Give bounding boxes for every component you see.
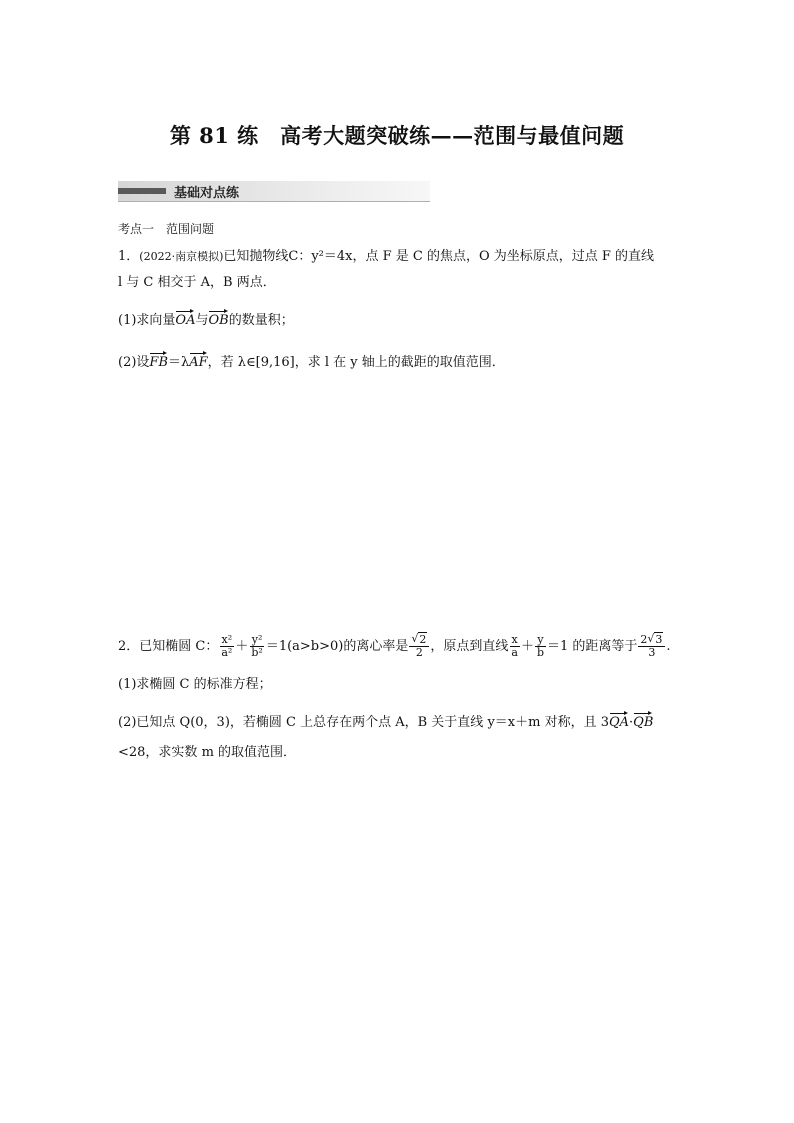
q2-stem-c: ，原点到直线 — [430, 639, 509, 654]
fraction-y2-b2: $\frac{\text{y²}}{\text{b²}}$ — [251, 633, 263, 659]
q2-part2-line1: (2)已知点 Q(0，3)，若椭圆 C 上总存在两个点 A，B 关于直线 y＝x＋m 对称，且 3QA·QB — [118, 710, 653, 732]
fraction-y-b: $\frac{y}{b}$ — [536, 633, 544, 659]
section-label: 基础对点练 — [174, 186, 240, 201]
q1-stem-line1 — [118, 248, 654, 266]
q2-stem-a: 已知椭圆 C： — [139, 639, 219, 654]
q1-part1-a: (1)求向量 — [118, 313, 176, 328]
fraction-x-a: $\frac{x}{a}$ — [511, 633, 518, 659]
q2-stem: 2．已知椭圆 C： $\frac{\text{x²}}{\text{a²}}$ ＋ $\frac{\text{y²}}{\text{b²}}$ ＝1(a>b>0)的离心率是 √ 2 2 ，原点到直线 $\frac{x}{a}$ ＋ $\frac{y}{b}$ ＝1 的距离等于 2 √ 3 3 . — [118, 632, 671, 659]
q1-part1 — [118, 308, 294, 330]
q2-number: 2． — [118, 639, 140, 654]
q2-stem-d: ＝1 的距离等于 — [547, 639, 638, 654]
q1-part1-b: 与 — [195, 313, 209, 328]
fraction-2sqrt3-over-3: 2 √ 3 3 — [638, 634, 665, 659]
q1-source: (2022·南京模拟) — [139, 250, 224, 263]
vector-af: AF — [189, 350, 207, 372]
vector-qa: QA — [609, 710, 629, 732]
q1-part2-b: ＝λ — [168, 355, 190, 370]
fraction-x2-a2: $\frac{\text{x²}}{\text{a²}}$ — [221, 633, 233, 659]
q2-part1: (1)求椭圆 C 的标准方程； — [118, 677, 272, 692]
subsection-title: 考点一 范围问题 — [118, 222, 215, 236]
q2-part2-a: (2)已知点 Q(0，3)，若椭圆 C 上总存在两个点 A，B 关于直线 y＝x＋m 对称，且 3 — [118, 715, 609, 730]
q2-part2-line2: <28，求实数 m 的取值范围． — [118, 745, 297, 760]
q2-stem-b: ＝1(a>b>0)的离心率是 — [265, 639, 409, 654]
q1-part2-a: (2)设 — [118, 355, 150, 370]
q1-stem-line2: l 与 C 相交于 A，B 两点． — [118, 275, 276, 290]
q1-number: 1． — [118, 249, 140, 264]
section-marker — [118, 188, 166, 194]
section-header — [118, 181, 430, 202]
vector-oa: OA — [175, 308, 195, 330]
q1-part1-c: 的数量积； — [228, 313, 294, 328]
q1-stem-a: 已知抛物线 — [223, 249, 289, 264]
q1-part2-c: ，若 λ∈[9,16]，求 l 在 y 轴上的截距的取值范围． — [207, 355, 505, 370]
fraction-sqrt2-over-2: √ 2 2 — [409, 634, 429, 659]
q1-stem-b: C：y²＝4x，点 F 是 C 的焦点，O 为坐标原点，过点 F 的直线 — [288, 249, 655, 264]
vector-fb: FB — [149, 350, 168, 372]
page-title: 第 81 练 高考大题突破练——范围与最值问题 — [169, 123, 625, 148]
q1-part2 — [118, 350, 505, 372]
vector-qb: QB — [633, 710, 653, 732]
vector-ob: OB — [208, 308, 228, 330]
